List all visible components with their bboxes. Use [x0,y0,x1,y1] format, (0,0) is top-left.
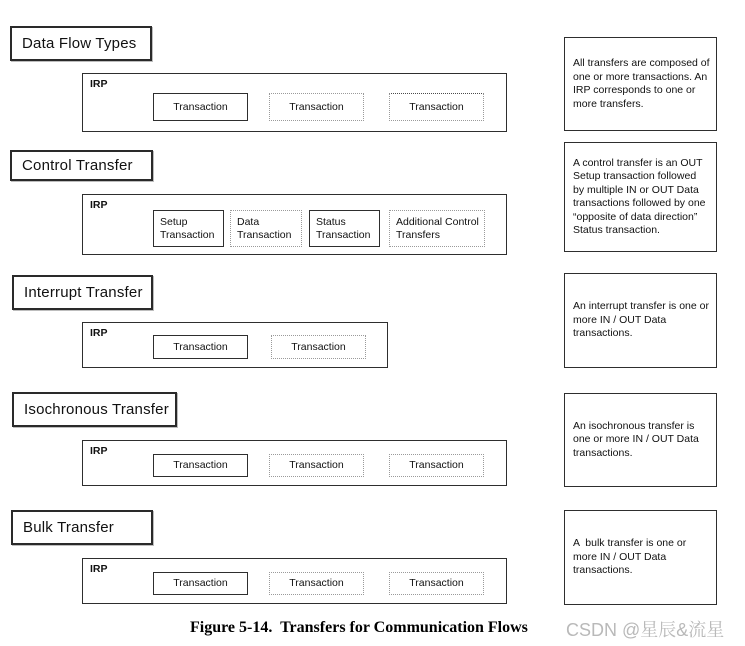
section-title-label: Isochronous Transfer [24,401,169,418]
note-box-interrupt-transfer [564,273,717,368]
transaction-box: Transaction [269,572,364,595]
transaction-box: Transaction [153,454,248,477]
note-box-isochronous-transfer [564,393,717,487]
irp-label: IRP [90,563,108,575]
note-box-bulk-transfer [564,510,717,605]
note-text: An isochronous transfer is one or more IN / OUT Data transactions. [573,419,702,459]
section-title-data-flow-types [10,26,152,61]
section-title-label: Data Flow Types [22,35,137,52]
note-box-control-transfer [564,142,717,252]
transaction-box: Transaction [389,93,484,121]
irp-box-data-flow-types [82,73,507,132]
note-text: All transfers are composed of one or more transactions. An IRP corresponds to one or more transfers. [573,57,713,110]
transaction-box: Transaction [153,335,248,359]
irp-box-control-transfer [82,194,507,255]
transaction-box-data: Data Transaction [230,210,302,247]
irp-box-interrupt-transfer [82,322,388,368]
note-box-data-flow-types [564,37,717,131]
transaction-box: Transaction [271,335,366,359]
section-title-label: Control Transfer [22,157,133,174]
transaction-box-setup: Setup Transaction [153,210,224,247]
note-text: A bulk transfer is one or more IN / OUT Data transactions. [573,537,690,577]
irp-label: IRP [90,445,108,457]
irp-box-isochronous-transfer [82,440,507,486]
transaction-box: Transaction [269,93,364,121]
note-text: A control transfer is an OUT Setup transaction followed by multiple IN or OUT Data transactions followed by one “opposite of data direction” Status transaction. [573,156,709,236]
irp-label: IRP [90,327,108,339]
transaction-box: Transaction [153,93,248,121]
section-title-control-transfer [10,150,153,181]
irp-label: IRP [90,199,108,211]
section-title-isochronous-transfer [12,392,177,427]
transaction-box: Transaction [389,572,484,595]
section-title-label: Bulk Transfer [23,519,114,536]
figure-caption: Figure 5-14. Transfers for Communication Flows [190,619,528,636]
irp-label: IRP [90,78,108,90]
transaction-box-additional: Additional Control Transfers [389,210,485,247]
transaction-box: Transaction [153,572,248,595]
transaction-box: Transaction [389,454,484,477]
irp-box-bulk-transfer [82,558,507,604]
note-text: An interrupt transfer is one or more IN / OUT Data transactions. [573,300,712,340]
transaction-box: Transaction [269,454,364,477]
transaction-box-status: Status Transaction [309,210,380,247]
section-title-bulk-transfer [11,510,153,545]
csdn-watermark: CSDN @星辰&流星 [566,620,725,640]
section-title-interrupt-transfer [12,275,153,310]
section-title-label: Interrupt Transfer [24,284,143,301]
